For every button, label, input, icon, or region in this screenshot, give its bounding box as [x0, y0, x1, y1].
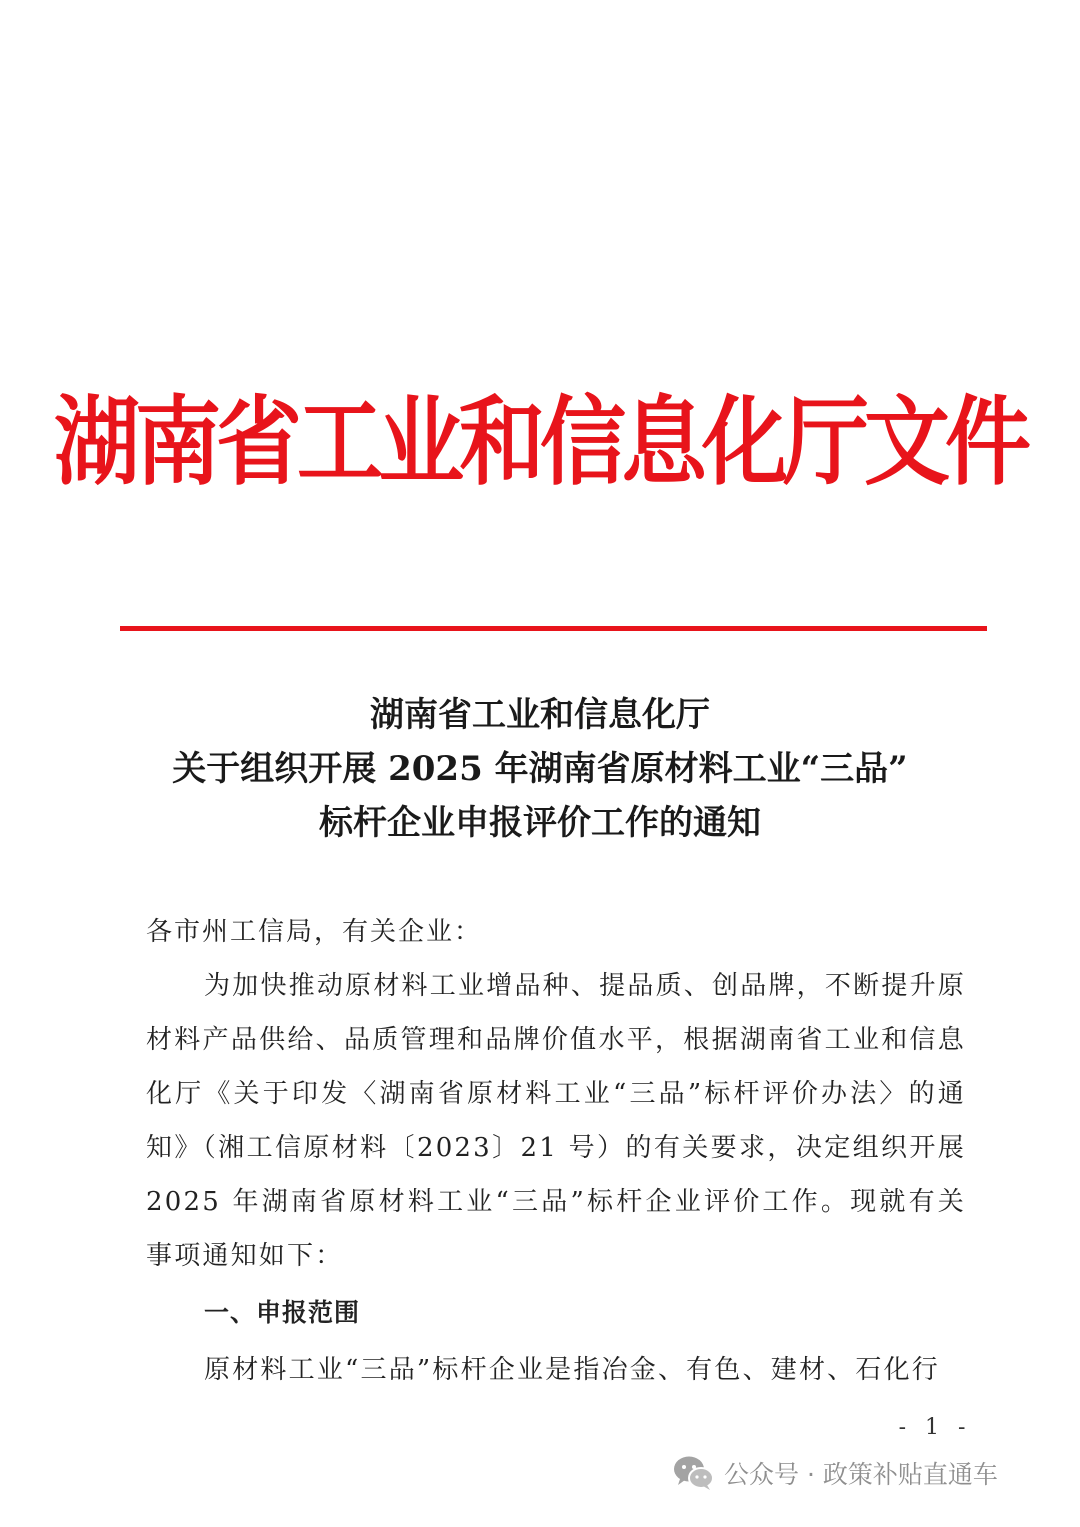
title-line-1: 湖南省工业和信息化厅	[370, 695, 710, 735]
document-masthead: 湖南省工业和信息化厅文件	[54, 387, 1026, 499]
title-line-2: 关于组织开展 2025 年湖南省原材料工业“三品”	[172, 749, 908, 789]
title-line-3: 标杆企业申报评价工作的通知	[319, 803, 761, 843]
page-number: - 1 -	[898, 1415, 972, 1440]
scope-paragraph: 原材料工业“三品”标杆企业是指冶金、有色、建材、石化行	[204, 1355, 940, 1385]
salutation: 各市州工信局，有关企业：	[146, 917, 483, 947]
watermark	[672, 1447, 998, 1499]
wechat-icon	[672, 1453, 716, 1493]
red-divider-line	[120, 626, 987, 631]
intro-paragraph: 为加快推动原材料工业增品种、提品质、创品牌，不断提升原材料产品供给、品质管理和品牌价值水平，根据湖南省工业和信息化厅《关于印发〈湖南省原材料工业“三品”标杆评价办法〉的通知》（湘工信原材料〔2023〕21 号）的有关要求，决定组织开展 2025 年湖南省原材料工业“三品”标杆企业评价工作。现就有关事项通知如下：	[146, 971, 966, 1271]
watermark-text: 公众号 · 政策补贴直通车	[724, 1460, 998, 1489]
section-heading-scope: 一、申报范围	[204, 1298, 361, 1327]
document-body	[146, 905, 966, 1397]
document-title	[0, 688, 1080, 850]
